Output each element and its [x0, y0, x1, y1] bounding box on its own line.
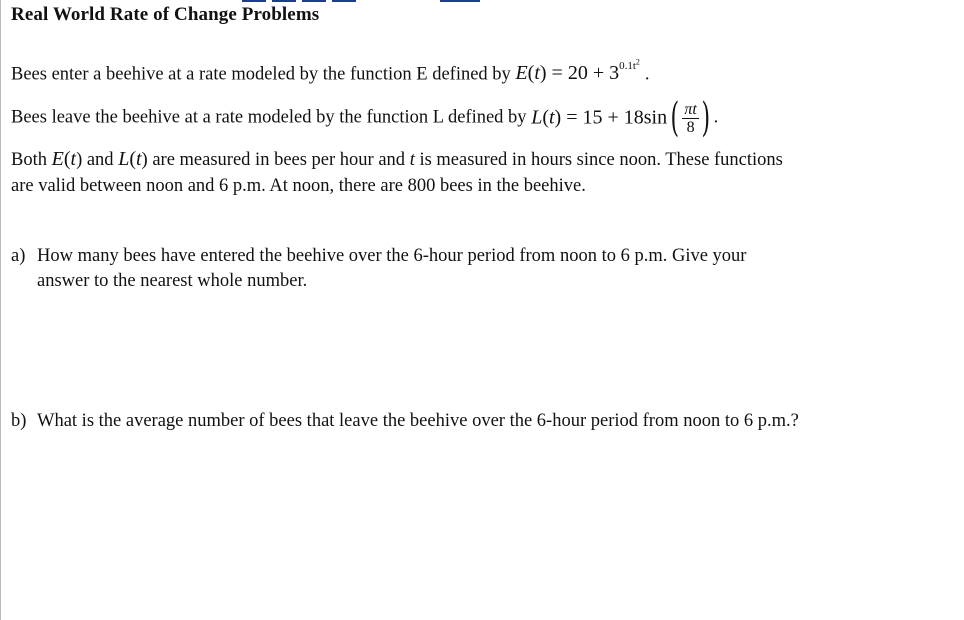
equation-part: ) = 20 + 3 [539, 62, 620, 85]
text: ) and [76, 150, 114, 170]
fraction [682, 101, 698, 136]
text: is measured in hours since noon. These functions [419, 150, 783, 170]
equation-part: ) = 15 + 18sin [554, 106, 668, 129]
top-decoration [242, 0, 266, 2]
variable: t [409, 150, 415, 170]
top-decoration [272, 0, 296, 2]
text: Both [11, 150, 47, 170]
function-name: E [515, 62, 528, 85]
function-name: L [531, 106, 543, 129]
math-e: E(t [51, 148, 77, 170]
fraction-denominator: 8 [686, 118, 695, 136]
variable: t [548, 106, 555, 129]
page-title: Real World Rate of Change Problems [11, 4, 320, 25]
text: ) are measured in bees per hour and [141, 150, 406, 170]
function-name: L [118, 148, 130, 170]
top-decoration [332, 0, 356, 2]
fraction-numerator: πt [684, 100, 697, 118]
period: . [713, 107, 719, 128]
problem-line-leaving [11, 95, 719, 141]
problem-line-validity: are valid between noon and 6 p.m. At noon, there are 800 bees in the beehive. [11, 176, 586, 196]
function-name: E [51, 148, 64, 170]
left-paren: ( [670, 95, 680, 141]
variable: t [135, 148, 142, 170]
problem-text: Bees leave the beehive at a rate modeled by the function L defined by [11, 107, 527, 128]
page-left-border [0, 0, 1, 620]
question-b-line1: What is the average number of bees that leave the beehive over the 6-hour period from noon to 6 p.m.? [37, 411, 799, 431]
question-b-label: b) [11, 411, 27, 431]
problem-line-entering [11, 57, 650, 85]
problem-text: Bees enter a beehive at a rate modeled by the function E defined by [11, 64, 511, 85]
math-expression-e: $E(t) = 20 + 3^{0.1t^2}$ [515, 57, 640, 85]
top-decoration [440, 0, 480, 2]
math-expression-l: L(t) = 15 + 18sin [531, 106, 668, 129]
period: . [644, 64, 650, 85]
math-l: L(t [118, 148, 142, 170]
exponent-power: 2 [635, 57, 640, 66]
top-decoration [302, 0, 326, 2]
right-paren: ) [701, 95, 711, 141]
question-a-label: a) [11, 246, 26, 266]
question-a-line1: How many bees have entered the beehive over the 6-hour period from noon to 6 p.m. Give your [37, 246, 747, 266]
question-a-line2: answer to the nearest whole number. [37, 271, 308, 291]
variable: t [70, 148, 77, 170]
problem-line-units [11, 148, 783, 171]
exponent: 0.1t [619, 59, 636, 72]
variable: t [534, 62, 540, 85]
